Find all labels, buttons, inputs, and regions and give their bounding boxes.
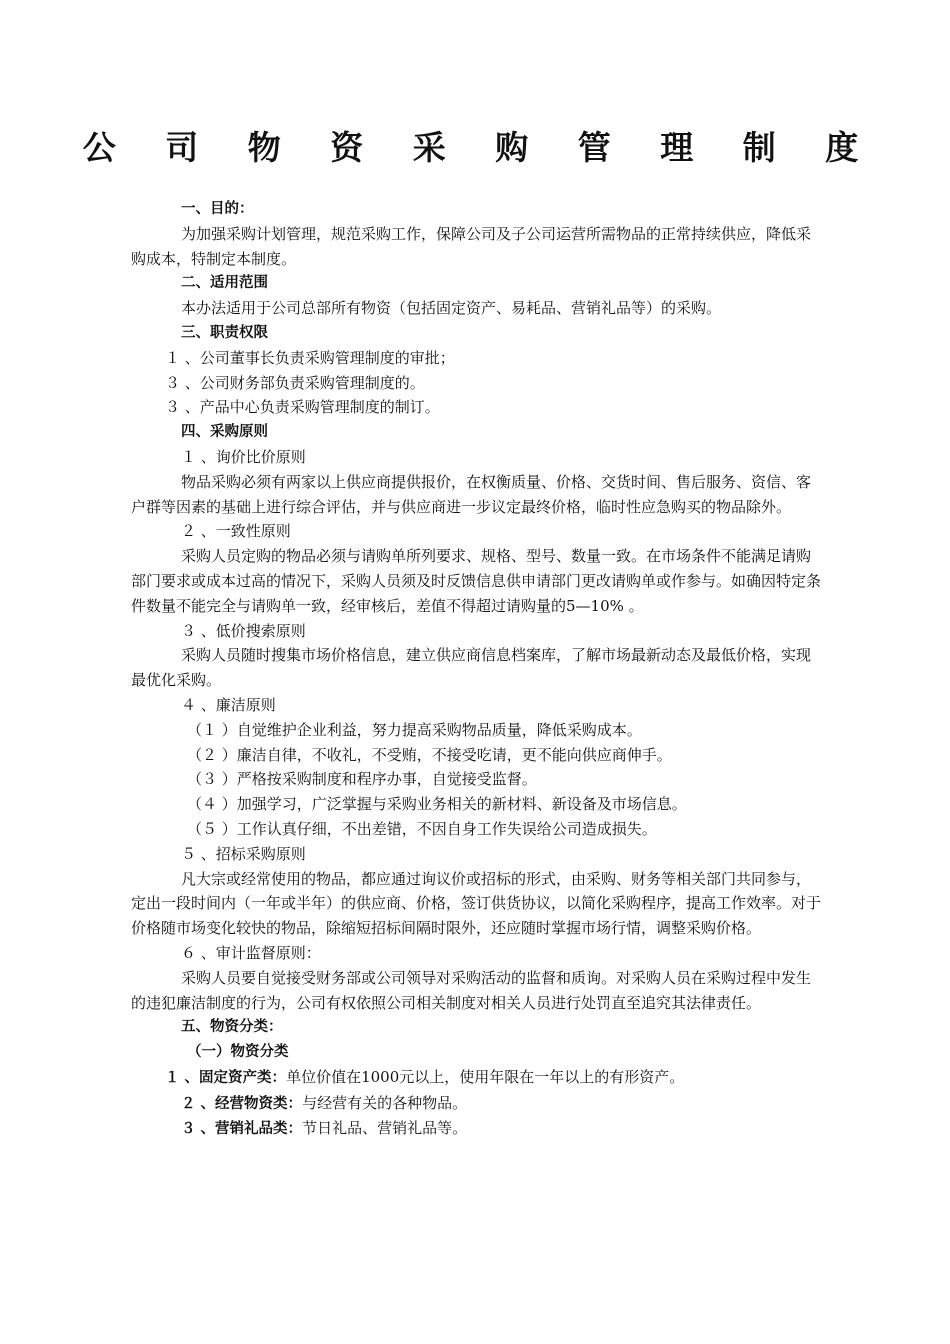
classification-text: 节日礼品、营销礼品等。	[302, 1119, 468, 1138]
integrity-item: （３ ）严格按采购制度和程序办事，自觉接受监督。	[187, 770, 537, 789]
principle-paragraph: 采购人员要自觉接受财务部或公司领导对采购活动的监督和质询。对采购人员在采购过程中发生的违犯廉洁制度的行为，公司有权依照公司相关制度对相关人员进行处罚直至追究其法律责任。	[131, 968, 812, 1012]
principle-title: ４ 、廉洁原则	[181, 695, 276, 714]
section-heading-scope: 二、适用范围	[181, 275, 268, 292]
section-heading-principles: 四、采购原则	[181, 424, 268, 441]
integrity-item: （４ ）加强学习，广泛掌握与采购业务相关的新材料、新设备及市场信息。	[187, 795, 687, 814]
classification-label: ３ 、营销礼品类：	[181, 1121, 303, 1138]
integrity-item: （１ ）自觉维护企业利益，努力提高采购物品质量，降低采购成本。	[187, 720, 642, 739]
responsibility-item: １ 、公司董事长负责采购管理制度的审批；	[165, 348, 455, 367]
principle-paragraph: 凡大宗或经常使用的物品，都应通过询议价或招标的形式，由采购、财务等相关部门共同参与，定出一段时间内（一年或半年）的供应商、价格，签订供货协议，以简化采购程序，提高工作效率。对于价格随市场变化较快的物品，除缩短招标间隔时限外，还应随时掌握市场行情，调整采购价格。	[131, 869, 822, 938]
classification-item	[131, 1091, 823, 1117]
principle-title: ６ 、审计监督原则：	[181, 943, 321, 962]
principle-paragraph: 采购人员随时搜集市场价格信息，建立供应商信息档案库，了解市场最新动态及最低价格，实现最优化采购。	[131, 646, 812, 690]
integrity-item: （２ ）廉洁自律，不收礼，不受贿，不接受吃请，更不能向供应商伸手。	[187, 745, 672, 764]
principle-paragraph: 物品采购必须有两家以上供应商提供报价，在权衡质量、价格、交货时间、售后服务、资信、客户群等因素的基础上进行综合评估，并与供应商进一步议定最终价格，临时性应急购买的物品除外。	[131, 472, 812, 516]
classification-text: 单位价值在1000元以上，使用年限在一年以上的有形资产。	[286, 1067, 685, 1086]
document-body	[131, 197, 823, 1142]
section-heading-purpose: 一、目的：	[181, 201, 254, 217]
classification-item	[131, 1065, 823, 1091]
section-heading-classification: 五、物资分类：	[181, 1019, 283, 1036]
section-heading-responsibilities: 三、职责权限	[181, 324, 268, 341]
responsibility-item: ３ 、公司财务部负责采购管理制度的。	[165, 373, 425, 392]
principle-title: ２ 、一致性原则	[181, 522, 291, 541]
classification-label: １ 、固定资产类：	[165, 1069, 287, 1086]
document-title: 公 司 物 资 采 购 管 理 制 度	[82, 128, 878, 167]
scope-paragraph: 本办法适用于公司总部所有物资（包括固定资产、易耗品、营销礼品等）的采购。	[181, 299, 722, 318]
classification-text: 与经营有关的各种物品。	[302, 1093, 468, 1112]
responsibility-item: ３ 、产品中心负责采购管理制度的制订。	[165, 398, 440, 417]
classification-item	[131, 1116, 823, 1142]
sub-heading-classification: （一）物资分类	[187, 1044, 289, 1061]
principle-title: ５ 、招标采购原则	[181, 844, 306, 863]
principle-title: ３ 、低价搜索原则	[181, 621, 306, 640]
classification-label: ２ 、经营物资类：	[181, 1095, 303, 1112]
purpose-paragraph: 为加强采购计划管理，规范采购工作，保障公司及子公司运营所需物品的正常持续供应，降低采购成本，特制定本制度。	[131, 224, 812, 268]
principle-title: １ 、询价比价原则	[181, 447, 306, 466]
integrity-item: （５ ）工作认真仔细，不出差错，不因自身工作失误给公司造成损失。	[187, 819, 657, 838]
principle-paragraph: 采购人员定购的物品必须与请购单所列要求、规格、型号、数量一致。在市场条件不能满足请购部门要求或成本过高的情况下，采购人员须及时反馈信息供申请部门更改请购单或作参与。如确因特定条件数量不能完全与请购单一致，经审核后，差值不得超过请购量的5—10% 。	[131, 547, 822, 615]
